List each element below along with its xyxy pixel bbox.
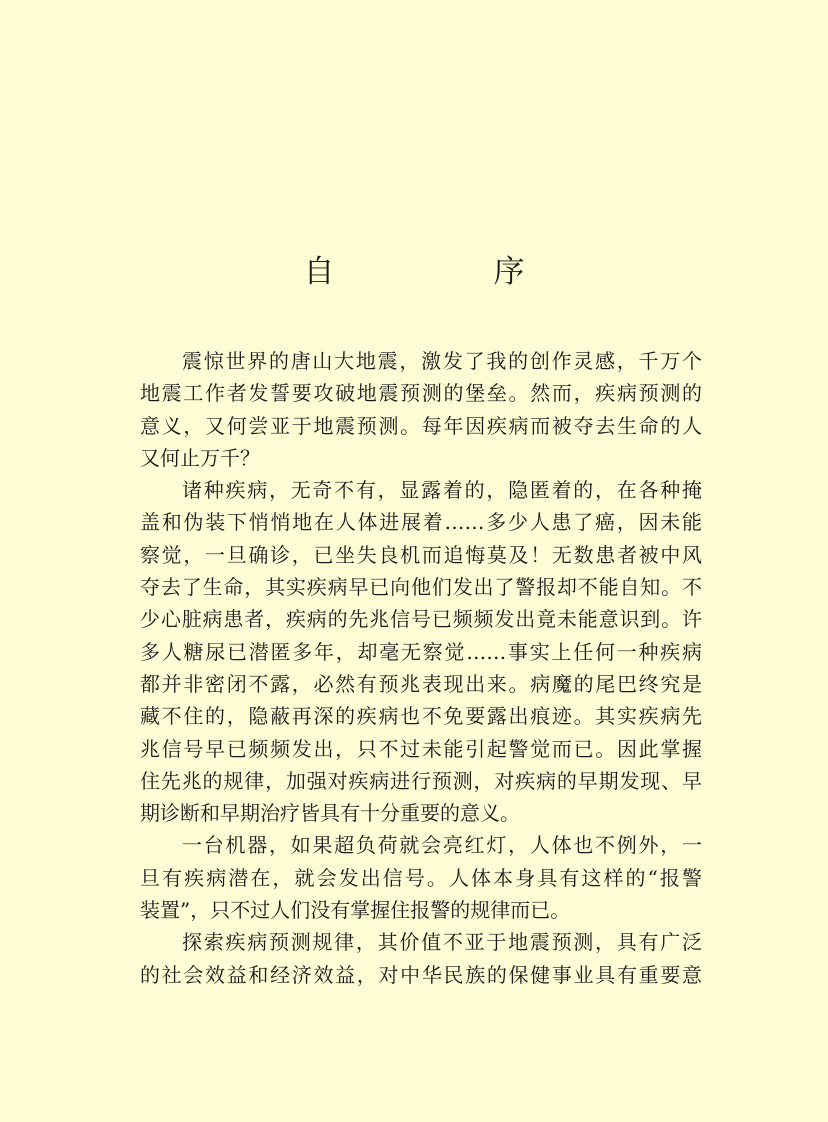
text-line: 装置”，只不过人们没有掌握住报警的规律而已。 xyxy=(140,898,571,923)
text-line: 期诊断和早期治疗皆具有十分重要的意义。 xyxy=(140,801,520,826)
text-line: 诸种疾病，无奇不有，显露着的，隐匿着的，在各种掩 xyxy=(182,478,702,503)
text-line: 住先兆的规律，加强对疾病进行预测，对疾病的早期发现、早 xyxy=(140,768,702,793)
text-line: 探索疾病预测规律，其价值不亚于地震预测，具有广泛 xyxy=(182,930,702,955)
text-line: 藏不住的，隐蔽再深的疾病也不免要露出痕迹。其实疾病先 xyxy=(140,704,702,729)
text-line: 兆信号早已频频发出，只不过未能引起警觉而已。因此掌握 xyxy=(140,736,702,761)
text-line: 多人糖尿已潜匿多年，却毫无察觉……事实上任何一种疾病 xyxy=(140,639,702,664)
text-line: 地震工作者发誓要攻破地震预测的堡垒。然而，疾病预测的 xyxy=(140,381,702,406)
text-line: 旦有疾病潜在，就会发出信号。人体本身具有这样的“报警 xyxy=(140,865,702,890)
text-line: 少心脏病患者，疾病的先兆信号已频频发出竟未能意识到。许 xyxy=(140,607,702,632)
body-text xyxy=(140,345,702,991)
text-line: 一台机器，如果超负荷就会亮红灯，人体也不例外，一 xyxy=(182,833,702,858)
text-line: 夺去了生命，其实疾病早已向他们发出了警报却不能自知。不 xyxy=(140,575,702,600)
text-line: 盖和伪装下悄悄地在人体进展着……多少人患了癌，因未能 xyxy=(140,510,702,535)
text-line: 的社会效益和经济效益，对中华民族的保健事业具有重要意 xyxy=(140,962,702,987)
text-line: 又何止万千？ xyxy=(140,445,260,470)
text-line: 察觉，一旦确诊，已坐失良机而追悔莫及！无数患者被中风 xyxy=(140,542,702,567)
text-line: 都并非密闭不露，必然有预兆表现出来。病魔的尾巴终究是 xyxy=(140,671,702,696)
text-line: 意义，又何尝亚于地震预测。每年因疾病而被夺去生命的人 xyxy=(140,413,702,438)
page-title: 自 序 xyxy=(303,254,589,290)
text-line: 震惊世界的唐山大地震，激发了我的创作灵感，千万个 xyxy=(182,349,702,373)
